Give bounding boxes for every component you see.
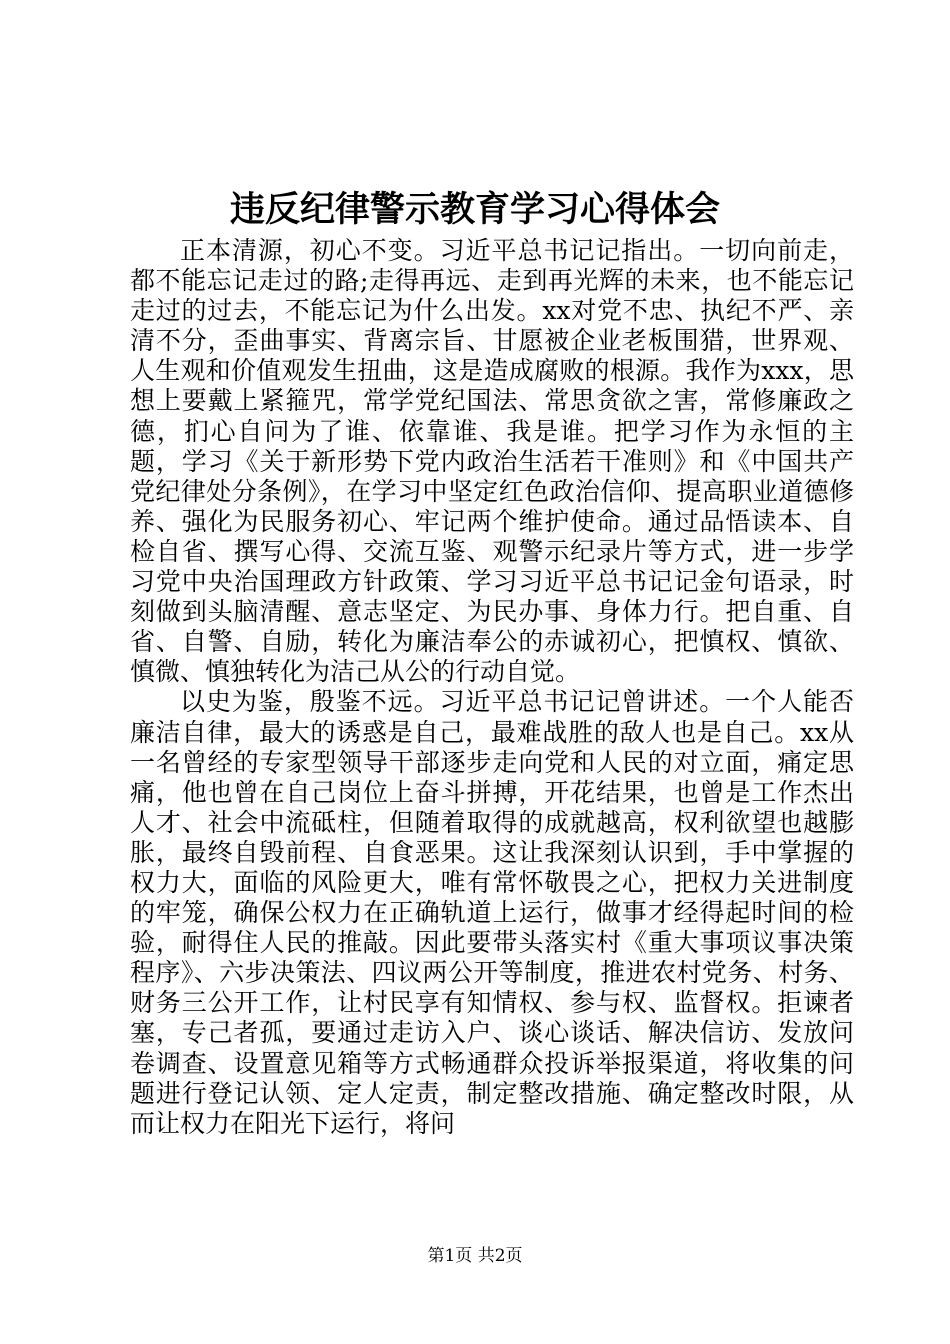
document-body bbox=[130, 236, 854, 1139]
document-title: 违反纪律警示教育学习心得体会 bbox=[229, 189, 720, 230]
paragraph-1: 正本清源，初心不变。习近平总书记记指出。一切向前走，都不能忘记走过的路;走得再远、走到再光辉的未来，也不能忘记走过的过去，不能忘记为什么出发。xx对党不忠、执纪不严、亲清不分，歪曲事实、背离宗旨、甘愿被企业老板围猎，世界观、人生观和价值观发生扭曲，这是造成腐败的根源。我作为xxx，思想上要戴上紧箍咒，常学党纪国法、常思贪欲之害，常修廉政之德，扪心自问为了谁、依靠谁、我是谁。把学习作为永恒的主题，学习《关于新形势下党内政治生活若干准则》和《中国共产党纪律处分条例》，在学习中坚定红色政治信仰、提高职业道德修养、强化为民服务初心、牢记两个维护使命。通过品悟读本、自检自省、撰写心得、交流互鉴、观警示纪录片等方式，进一步学习党中央治国理政方针政策、学习习近平总书记记金句语录，时刻做到头脑清醒、意志坚定、为民办事、身体力行。把自重、自省、自警、自励，转化为廉洁奉公的赤诚初心，把慎权、慎欲、慎微、慎独转化为洁己从公的行动自觉。 bbox=[130, 236, 854, 687]
page-number-footer: 第1页 共2页 bbox=[427, 1246, 523, 1266]
paragraph-2: 以史为鉴，殷鉴不远。习近平总书记记曾讲述。一个人能否廉洁自律，最大的诱惑是自己，最难战胜的敌人也是自己。xx从一名曾经的专家型领导干部逐步走向党和人民的对立面，痛定思痛，他也曾在自己岗位上奋斗拼搏，开花结果，也曾是工作杰出人才、社会中流砥柱，但随着取得的成就越高，权利欲望也越膨胀，最终自毁前程、自食恶果。这让我深刻认识到，手中掌握的权力大，面临的风险更大，唯有常怀敬畏之心，把权力关进制度的牢笼，确保公权力在正确轨道上运行，做事才经得起时间的检验，耐得住人民的推敲。因此要带头落实村《重大事项议事决策程序》、六步决策法、四议两公开等制度，推进农村党务、村务、财务三公开工作，让村民享有知情权、参与权、监督权。拒谏者塞，专己者孤，要通过走访入户、谈心谈话、解决信访、发放问卷调查、设置意见箱等方式畅通群众投诉举报渠道，将收集的问题进行登记认领、定人定责，制定整改措施、确定整改时限，从而让权力在阳光下运行，将问 bbox=[130, 687, 854, 1138]
